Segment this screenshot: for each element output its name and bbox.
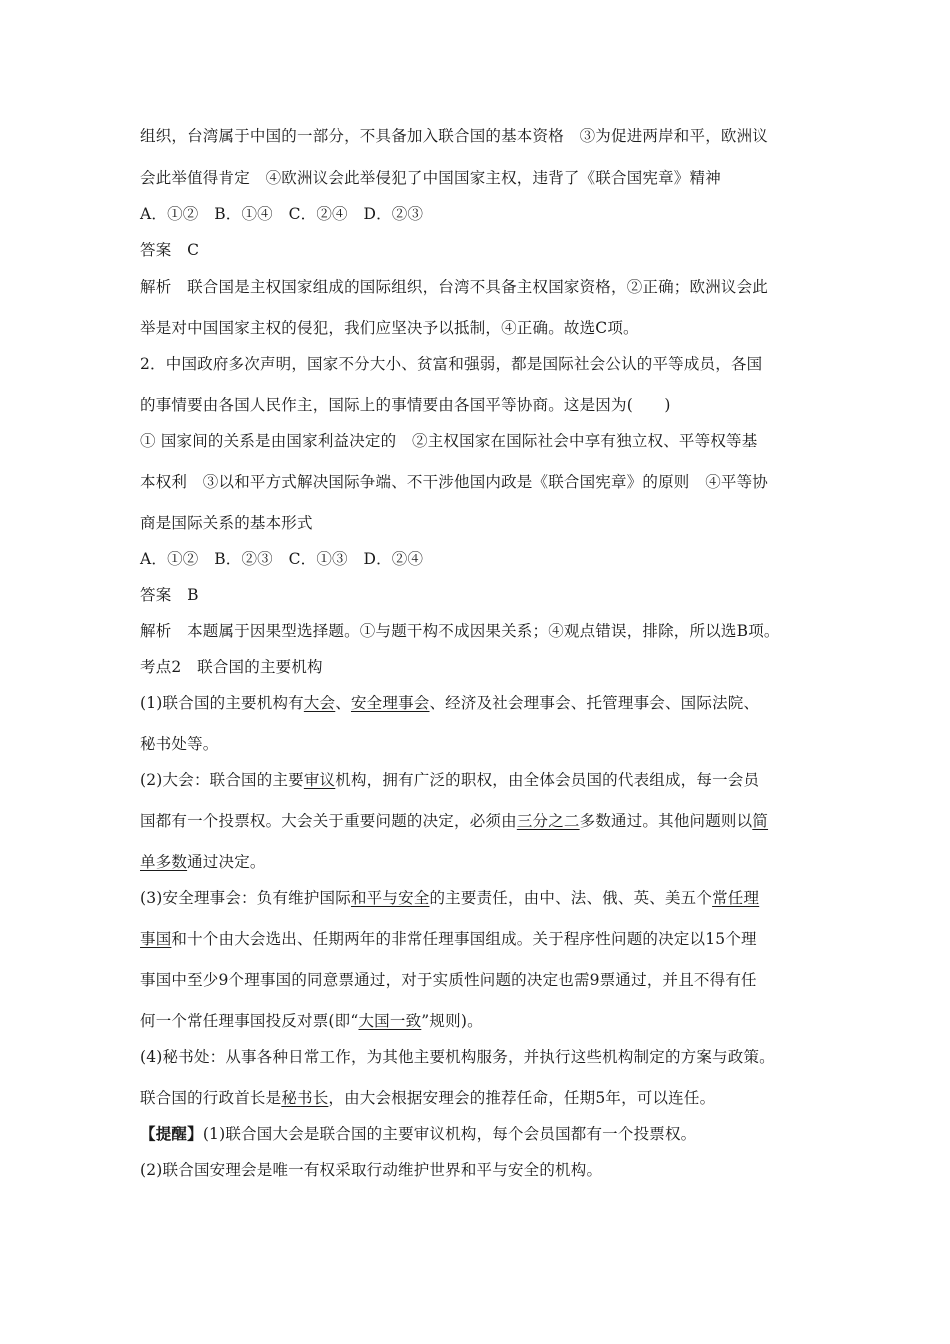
para-3-text-a: (3)安全理事会：负有维护国际 [140,889,351,907]
underlined-security-council: 安全理事会 [350,694,430,712]
para-2-text-b: 机构，拥有广泛的职权，由全体会员国的代表组成，每一会员 [335,771,760,789]
q2-answer: 答案 B [140,586,199,604]
para-2-text-a: (2)大会：联合国的主要 [140,771,304,789]
q1-analysis-line-2: 举是对中国国家主权的侵犯，我们应坚决予以抵制，④正确。故选C项。 [140,319,639,337]
q2-options: A．①② B．②③ C．①③ D．②④ [140,550,424,568]
para-1-line-2: 秘书处等。 [140,735,219,753]
para-3-line-3: 事国中至少9个理事国的同意票通过，对于实质性问题的决定也需9票通过，并且不得有任 [140,971,757,989]
underlined-simple-start: 简 [752,812,769,830]
para-1-text-a: (1)联合国的主要机构有 [140,694,304,712]
para-3-text-c: 和十个由大会选出、任期两年的非常任理事国组成。关于程序性问题的决定以15个理 [171,930,757,948]
para-3-line-1 [140,887,759,909]
tip-line-1 [140,1123,696,1145]
para-1-text-c: 、经济及社会理事会、托管理事会、国际法院、 [429,694,760,712]
underlined-secretary-general: 秘书长 [281,1089,329,1107]
q2-item-line-3: 商是国际关系的基本形式 [140,514,313,532]
tip-text-1: (1)联合国大会是联合国的主要审议机构，每个会员国都有一个投票权。 [202,1125,697,1143]
section-heading: 考点2 联合国的主要机构 [140,658,323,676]
para-4-line-2 [140,1087,715,1109]
q2-item-line-2: 本权利 ③以和平方式解决国际争端、不干涉他国内政是《联合国宪章》的原则 ④平等协 [140,473,769,491]
para-3-line-2 [140,928,757,950]
para-2-text-d: 多数通过。其他问题则以 [579,812,753,830]
q1-stem-line-1: 组织，台湾属于中国的一部分，不具备加入联合国的基本资格 ③为促进两岸和平，欧洲议 [140,127,769,145]
para-2-line-1 [140,769,759,791]
underlined-deliberative: 审议 [303,771,336,789]
para-1-line-1 [140,692,759,714]
para-1-text-b: 、 [335,694,351,712]
para-4-text-b: ，由大会根据安理会的推荐任命，任期5年，可以连任。 [328,1089,716,1107]
q1-analysis-line-1: 解析 联合国是主权国家组成的国际组织，台湾不具备主权国家资格，②正确；欧洲议会此 [140,278,769,296]
tip-line-2: (2)联合国安理会是唯一有权采取行动维护世界和平与安全的机构。 [140,1161,603,1179]
q1-options: A．①② B．①④ C．②④ D．②③ [140,205,424,223]
q1-stem-line-2: 会此举值得肯定 ④欧洲议会此举侵犯了中国国家主权，违背了《联合国宪章》精神 [140,169,721,187]
para-3-text-b: 的主要责任，由中、法、俄、英、美五个 [429,889,713,907]
para-4-text-a: 联合国的行政首长是 [140,1089,282,1107]
underlined-permanent-members: 事国 [140,930,172,948]
underlined-simple-majority: 单多数 [140,853,188,871]
para-2-line-3 [140,851,266,873]
para-2-text-e: 通过决定。 [187,853,266,871]
underlined-peace-security: 和平与安全 [350,889,430,907]
underlined-great-power-unanimity: 大国一致 [358,1012,422,1030]
para-2-line-2 [140,810,768,832]
para-3-text-e: ”规则)。 [421,1012,483,1030]
q2-analysis: 解析 本题属于因果型选择题。①与题干构不成因果关系；④观点错误，排除，所以选B项。 [140,622,780,640]
para-4-line-1: (4)秘书处：从事各种日常工作，为其他主要机构服务，并执行这些机构制定的方案与政策。 [140,1048,775,1066]
para-3-line-4 [140,1010,483,1032]
q2-stem-line-2: 的事情要由各国人民作主，国际上的事情要由各国平等协商。这是因为( ) [140,396,671,414]
underlined-two-thirds: 三分之二 [516,812,580,830]
underlined-general-assembly: 大会 [303,694,336,712]
q1-answer: 答案 C [140,241,200,259]
q2-item-line-1: ① 国家间的关系是由国家利益决定的 ②主权国家在国际社会中享有独立权、平等权等基 [140,432,758,450]
para-3-text-d: 何一个常任理事国投反对票(即“ [140,1012,359,1030]
underlined-permanent-start: 常任理 [712,889,760,907]
tip-label: 【提醒】 [140,1124,203,1143]
q2-stem-line-1: 2．中国政府多次声明，国家不分大小、贫富和强弱，都是国际社会公认的平等成员，各国 [140,355,763,373]
para-2-text-c: 国都有一个投票权。大会关于重要问题的决定，必须由 [140,812,517,830]
